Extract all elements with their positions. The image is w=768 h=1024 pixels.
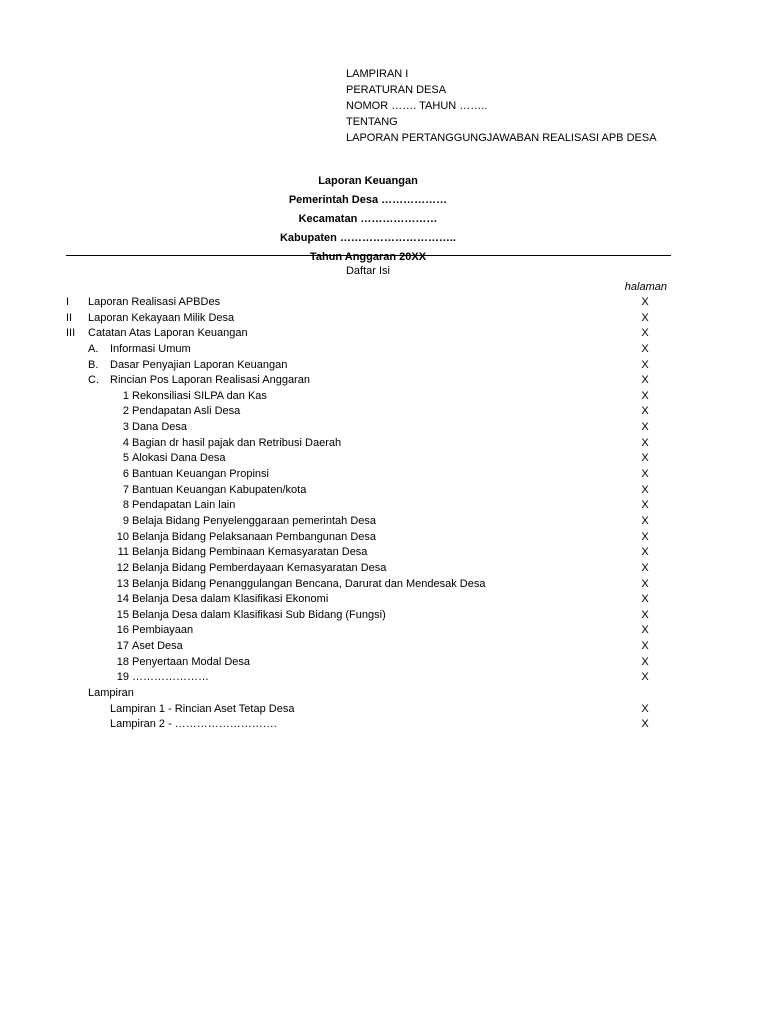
toc-item-number: 8 bbox=[122, 499, 129, 512]
toc-item-number: 4 bbox=[122, 436, 129, 449]
lampiran-header bbox=[346, 66, 657, 146]
toc-row bbox=[0, 717, 768, 733]
toc-item-page: X bbox=[641, 546, 649, 559]
toc-item-number: 9 bbox=[122, 514, 129, 527]
toc-item-label: Belanja Bidang Pembinaan Kemasyaratan Desa bbox=[132, 546, 368, 559]
toc-item-label: Bantuan Keuangan Kabupaten/kota bbox=[132, 483, 307, 496]
toc-item-page: X bbox=[641, 702, 649, 715]
toc-item-label: ………………… bbox=[132, 671, 209, 684]
header-line-lampiran: LAMPIRAN I bbox=[346, 68, 409, 80]
report-title bbox=[0, 172, 736, 267]
toc-item-number: 14 bbox=[116, 593, 129, 606]
toc-item-number: 10 bbox=[116, 530, 129, 543]
toc-item-marker: III bbox=[66, 327, 76, 340]
title-line-kecamatan: Kecamatan ………………… bbox=[298, 213, 438, 225]
toc-item-label: Lampiran bbox=[88, 687, 134, 700]
toc-item-page: X bbox=[641, 593, 649, 606]
header-line-nomor: NOMOR ……. TAHUN …….. bbox=[346, 100, 488, 112]
toc-item-number: 18 bbox=[116, 655, 129, 668]
toc-item-page: X bbox=[641, 514, 649, 527]
toc-row bbox=[0, 342, 768, 358]
toc-item-label: Belanja Bidang Penanggulangan Bencana, Darurat dan Mendesak Desa bbox=[132, 577, 486, 590]
toc-item-page: X bbox=[641, 671, 649, 684]
toc-item-page: X bbox=[641, 311, 649, 324]
toc-item-label: Dana Desa bbox=[132, 421, 188, 434]
toc-list bbox=[0, 295, 768, 733]
toc-item-number: 16 bbox=[116, 624, 129, 637]
toc-row bbox=[0, 530, 768, 546]
toc-item-number: 3 bbox=[122, 421, 129, 434]
toc-item-number: 2 bbox=[122, 405, 129, 418]
title-line-laporan-keuangan: Laporan Keuangan bbox=[318, 175, 418, 187]
toc-item-marker: C. bbox=[88, 374, 99, 387]
toc-item-label: Bantuan Keuangan Propinsi bbox=[132, 468, 269, 481]
toc-item-number: 7 bbox=[122, 483, 129, 496]
toc-item-page: X bbox=[641, 483, 649, 496]
toc-item-page: X bbox=[641, 436, 649, 449]
toc-item-label: Rincian Pos Laporan Realisasi Anggaran bbox=[110, 374, 310, 387]
toc-item-label: Pendapatan Lain lain bbox=[132, 499, 236, 512]
toc-item-page: X bbox=[641, 655, 649, 668]
header-line-peraturan: PERATURAN DESA bbox=[346, 84, 447, 96]
toc-item-label: Bagian dr hasil pajak dan Retribusi Daerah bbox=[132, 436, 342, 449]
toc-item-number: 5 bbox=[122, 452, 129, 465]
toc-row bbox=[0, 592, 768, 608]
toc-row bbox=[0, 295, 768, 311]
toc-item-label: Penyertaan Modal Desa bbox=[132, 655, 251, 668]
toc-row bbox=[0, 545, 768, 561]
toc-item-page: X bbox=[641, 577, 649, 590]
toc-row bbox=[0, 451, 768, 467]
toc-item-label: Lampiran 1 - Rincian Aset Tetap Desa bbox=[110, 702, 295, 715]
toc-item-label: Laporan Kekayaan Milik Desa bbox=[88, 311, 235, 324]
toc-item-number: 19 bbox=[116, 671, 129, 684]
toc-item-label: Rekonsiliasi SILPA dan Kas bbox=[132, 389, 267, 402]
page-column-header: halaman bbox=[624, 281, 667, 293]
toc-row bbox=[0, 561, 768, 577]
toc-row bbox=[0, 326, 768, 342]
toc-row bbox=[0, 639, 768, 655]
toc-row bbox=[0, 608, 768, 624]
toc-item-page: X bbox=[641, 342, 649, 355]
toc-item-page: X bbox=[641, 296, 649, 308]
toc-item-label: Belanja Bidang Pemberdayaan Kemasyaratan Desa bbox=[132, 561, 387, 574]
toc-row bbox=[0, 358, 768, 374]
toc-item-page: X bbox=[641, 405, 649, 418]
toc-item-page: X bbox=[641, 640, 649, 653]
toc-row bbox=[0, 670, 768, 686]
toc-row bbox=[0, 311, 768, 327]
title-line-tahun-anggaran: Tahun Anggaran 20XX bbox=[309, 251, 427, 263]
toc-item-page: X bbox=[641, 624, 649, 637]
toc-row bbox=[0, 702, 768, 718]
toc-item-page: X bbox=[641, 718, 649, 731]
toc-item-number: 11 bbox=[117, 546, 129, 559]
toc-item-marker: B. bbox=[88, 358, 99, 371]
toc-item-label: Belanja Bidang Pelaksanaan Pembangunan Desa bbox=[132, 530, 377, 543]
toc-row bbox=[0, 577, 768, 593]
toc-item-label: Belanja Desa dalam Klasifikasi Ekonomi bbox=[132, 593, 329, 606]
toc-item-page: X bbox=[641, 561, 649, 574]
title-divider bbox=[66, 255, 671, 256]
toc-item-number: 17 bbox=[116, 640, 129, 653]
toc-item-number: 15 bbox=[116, 608, 129, 621]
toc-item-number: 1 bbox=[122, 389, 129, 402]
toc-item-label: Laporan Realisasi APBDes bbox=[88, 296, 221, 308]
toc-item-label: Belaja Bidang Penyelenggaraan pemerintah Desa bbox=[132, 514, 377, 527]
toc-row bbox=[0, 389, 768, 405]
toc-row bbox=[0, 483, 768, 499]
toc-row bbox=[0, 436, 768, 452]
toc-item-page: X bbox=[641, 530, 649, 543]
toc-item-label: Pembiayaan bbox=[132, 624, 194, 637]
toc-item-number: 6 bbox=[122, 468, 129, 481]
toc-item-page: X bbox=[641, 452, 649, 465]
toc-item-label: Catatan Atas Laporan Keuangan bbox=[88, 327, 248, 340]
toc-row bbox=[0, 686, 768, 702]
toc-row bbox=[0, 498, 768, 514]
toc-row bbox=[0, 514, 768, 530]
toc-item-page: X bbox=[641, 358, 649, 371]
toc-item-page: X bbox=[641, 421, 649, 434]
toc-row bbox=[0, 404, 768, 420]
title-line-kabupaten: Kabupaten ………………………….. bbox=[279, 232, 456, 244]
toc-row bbox=[0, 623, 768, 639]
toc-item-number: 13 bbox=[116, 577, 129, 590]
toc-item-label: Lampiran 2 - ………………………. bbox=[110, 718, 277, 731]
toc-row bbox=[0, 467, 768, 483]
toc-row bbox=[0, 655, 768, 671]
toc-item-page: X bbox=[641, 468, 649, 481]
toc-title: Daftar Isi bbox=[345, 265, 390, 277]
toc-item-label: Pendapatan Asli Desa bbox=[132, 405, 241, 418]
toc-row bbox=[0, 420, 768, 436]
header-line-laporan: LAPORAN PERTANGGUNGJAWABAN REALISASI APB DESA bbox=[346, 132, 657, 144]
title-line-pemerintah-desa: Pemerintah Desa ……………… bbox=[288, 194, 448, 206]
toc-item-number: 12 bbox=[116, 561, 129, 574]
toc-item-label: Dasar Penyajian Laporan Keuangan bbox=[110, 358, 288, 371]
header-line-tentang: TENTANG bbox=[346, 116, 398, 128]
toc-item-marker: A. bbox=[88, 342, 99, 355]
toc-item-page: X bbox=[641, 374, 649, 387]
toc-item-page: X bbox=[641, 389, 649, 402]
toc-item-label: Belanja Desa dalam Klasifikasi Sub Bidang (Fungsi) bbox=[132, 608, 386, 621]
toc-item-page: X bbox=[641, 327, 649, 340]
toc-item-page: X bbox=[641, 499, 649, 512]
toc-item-marker: I bbox=[66, 296, 70, 308]
toc-item-label: Aset Desa bbox=[132, 640, 183, 653]
toc-item-marker: II bbox=[66, 311, 73, 324]
toc-item-label: Alokasi Dana Desa bbox=[132, 452, 226, 465]
toc-item-label: Informasi Umum bbox=[110, 342, 191, 355]
toc-item-page: X bbox=[641, 608, 649, 621]
toc-row bbox=[0, 373, 768, 389]
